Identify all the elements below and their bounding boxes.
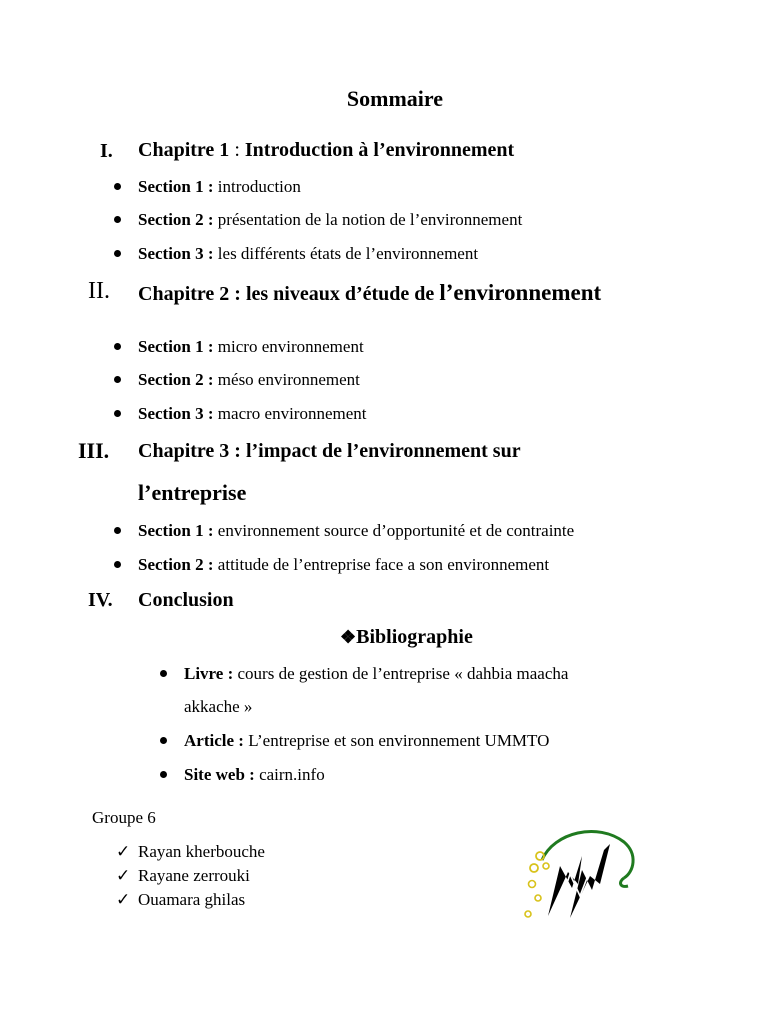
- section-item: [138, 337, 364, 357]
- section-label: Section 1 :: [138, 177, 214, 196]
- member-name: Ouamara ghilas: [138, 890, 246, 909]
- chapter-1-title-sep: :: [229, 139, 245, 161]
- section-text: méso environnement: [213, 370, 360, 389]
- logo-yellow-dot: [543, 863, 549, 869]
- section-text: introduction: [213, 177, 301, 196]
- chapter-1-title: [138, 139, 514, 162]
- page-title: Sommaire: [346, 86, 444, 111]
- section-item: [138, 244, 478, 264]
- chapter-2-number: II.: [88, 278, 110, 304]
- bib-text-continued: akkache »: [184, 697, 253, 716]
- bibliography-title: Bibliographie: [356, 626, 473, 648]
- logo-bolt-outline: [556, 860, 594, 918]
- bullet: [114, 410, 121, 417]
- section-item: [138, 370, 360, 390]
- logo-green-arc: [542, 832, 633, 878]
- section-label: Section 2 :: [138, 210, 214, 229]
- chapter-1-number: I.: [100, 140, 113, 162]
- logo-green-hook: [621, 878, 628, 886]
- section-label: Section 2 :: [138, 555, 214, 574]
- check-icon: ✓: [116, 866, 131, 885]
- chapter-4-title: Conclusion: [138, 589, 234, 611]
- bib-text: cairn.info: [254, 765, 325, 784]
- chapter-1-title-rest: Introduction à l’environnement: [244, 139, 515, 161]
- bullet: [114, 376, 121, 383]
- bib-text: L’entreprise et son environnement UMMTO: [243, 731, 550, 750]
- bib-label: Livre :: [184, 664, 234, 683]
- bib-label: Article :: [184, 731, 244, 750]
- chapter-2-title-big: l’environnement: [439, 280, 602, 305]
- section-label: Section 3 :: [138, 244, 214, 263]
- chapter-3-title-line2: l’entreprise: [138, 480, 247, 505]
- chapter-1-title-prefix: Chapitre 1: [138, 139, 230, 161]
- university-logo: [520, 826, 638, 924]
- section-label: Section 3 :: [138, 404, 214, 423]
- bibliography-heading: [340, 626, 473, 649]
- logo-black-bolt-left: [548, 856, 582, 916]
- chapter-4-number: IV.: [88, 589, 113, 611]
- chapter-3-number: III.: [78, 438, 110, 463]
- member-item: [116, 866, 250, 886]
- section-item: [138, 210, 522, 230]
- section-label: Section 2 :: [138, 370, 214, 389]
- section-label: Section 1 :: [138, 337, 214, 356]
- check-icon: ✓: [116, 842, 131, 861]
- bullet: [160, 670, 167, 677]
- bullet: [114, 183, 121, 190]
- member-name: Rayane zerrouki: [138, 866, 250, 885]
- logo-yellow-dot: [535, 895, 541, 901]
- section-text: environnement source d’opportunité et de contrainte: [213, 521, 575, 540]
- bullet: [114, 343, 121, 350]
- bullet: [114, 250, 121, 257]
- section-item: [138, 555, 549, 575]
- bib-item: [184, 664, 568, 684]
- chapter-2-title: [138, 280, 601, 306]
- member-item: [116, 890, 245, 910]
- section-text: présentation de la notion de l’environnement: [213, 210, 523, 229]
- diamond-icon: ❖: [340, 627, 357, 647]
- section-text: les différents états de l’environnement: [213, 244, 479, 263]
- member-name: Rayan kherbouche: [138, 842, 265, 861]
- logo-yellow-dot: [529, 881, 536, 888]
- bullet: [114, 527, 121, 534]
- section-item: [138, 404, 367, 424]
- chapter-2-title-main: Chapitre 2 : les niveaux d’étude de: [138, 283, 440, 305]
- bullet: [160, 737, 167, 744]
- bib-text: cours de gestion de l’entreprise « dahbia maacha: [233, 664, 569, 683]
- bib-label: Site web :: [184, 765, 255, 784]
- group-title: Groupe 6: [92, 808, 156, 827]
- section-text: attitude de l’entreprise face a son environnement: [213, 555, 550, 574]
- section-text: macro environnement: [213, 404, 367, 423]
- bib-item: [184, 765, 325, 785]
- chapter-3-title-line1: Chapitre 3 : l’impact de l’environnement sur: [138, 440, 521, 462]
- logo-yellow-dot: [530, 864, 538, 872]
- bullet: [114, 216, 121, 223]
- section-item: [138, 521, 574, 541]
- bib-item: [184, 731, 549, 751]
- section-item: [138, 177, 301, 197]
- member-item: [116, 842, 265, 862]
- logo-yellow-dot: [525, 911, 531, 917]
- check-icon: ✓: [116, 890, 131, 909]
- bullet: [114, 561, 121, 568]
- section-label: Section 1 :: [138, 521, 214, 540]
- bullet: [160, 771, 167, 778]
- section-text: micro environnement: [213, 337, 364, 356]
